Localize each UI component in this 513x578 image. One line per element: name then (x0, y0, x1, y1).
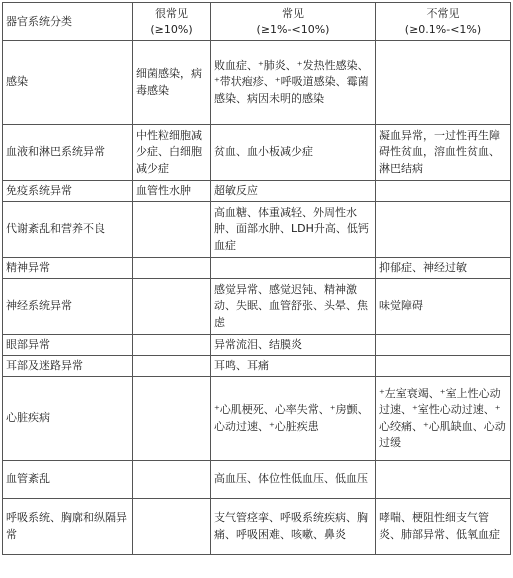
table-row (3, 335, 511, 356)
common-cell: 支气管痉挛、呼吸系统疾病、胸痛、呼吸困难、咳嗽、鼻炎 (211, 499, 376, 555)
uncommon-cell (376, 41, 511, 125)
organ-class-cell: 神经系统异常 (3, 279, 133, 335)
uncommon-cell: ⁺左室衰竭、⁺室上性心动过速、⁺室性心动过速、⁺心绞痛、⁺心肌缺血、心动过缓 (376, 377, 511, 461)
uncommon-cell (376, 461, 511, 499)
organ-class-cell: 耳部及迷路异常 (3, 356, 133, 377)
uncommon-cell (376, 356, 511, 377)
uncommon-header-label: 不常见 (426, 6, 460, 20)
very-common-header-label: 很常见 (155, 6, 188, 20)
organ-class-cell: 精神异常 (3, 258, 133, 279)
organ-class-cell: 血液和淋巴系统异常 (3, 125, 133, 181)
uncommon-cell: 哮喘、梗阻性细支气管炎、肺部异常、低氧血症 (376, 499, 511, 555)
very-common-cell (133, 377, 211, 461)
organ-class-cell: 呼吸系统、胸廓和纵隔异常 (3, 499, 133, 555)
uncommon-cell (376, 181, 511, 202)
table-row (3, 279, 511, 335)
common-cell: 贫血、血小板减少症 (211, 125, 376, 181)
header-row (3, 3, 511, 41)
common-cell: 感觉异常、感觉迟钝、精神激动、失眠、血管舒张、头晕、焦虑 (211, 279, 376, 335)
common-cell (211, 258, 376, 279)
very-common-header (133, 3, 211, 41)
table-row (3, 41, 511, 125)
common-header-frequency: (≥1%-<10%) (256, 22, 330, 36)
uncommon-cell: 味觉障碍 (376, 279, 511, 335)
organ-class-cell: 血管紊乱 (3, 461, 133, 499)
uncommon-header-frequency: (≥0.1%-<1%) (404, 22, 482, 36)
organ-class-cell: 感染 (3, 41, 133, 125)
common-cell: 败血症、⁺肺炎、⁺发热性感染、⁺带状疱疹、⁺呼吸道感染、霉菌感染、病因未明的感染 (211, 41, 376, 125)
common-cell: 高血压、体位性低血压、低血压 (211, 461, 376, 499)
common-header-label: 常见 (282, 6, 304, 20)
organ-class-cell: 免疫系统异常 (3, 181, 133, 202)
table-row (3, 461, 511, 499)
uncommon-cell: 凝血异常，一过性再生障碍性贫血，溶血性贫血、淋巴结病 (376, 125, 511, 181)
table-row (3, 377, 511, 461)
table-row (3, 258, 511, 279)
very-common-cell (133, 356, 211, 377)
common-cell: 异常流泪、结膜炎 (211, 335, 376, 356)
organ-class-cell: 代谢紊乱和营养不良 (3, 202, 133, 258)
adverse-reaction-table (2, 2, 511, 555)
uncommon-header (376, 3, 511, 41)
common-cell: 高血糖、体重减轻、外周性水肿、面部水肿、LDH升高、低钙血症 (211, 202, 376, 258)
very-common-cell (133, 461, 211, 499)
table-row (3, 356, 511, 377)
common-cell: 超敏反应 (211, 181, 376, 202)
uncommon-cell: 抑郁症、神经过敏 (376, 258, 511, 279)
common-header (211, 3, 376, 41)
table-row (3, 181, 511, 202)
organ-class-cell: 心脏疾病 (3, 377, 133, 461)
very-common-cell (133, 499, 211, 555)
table-row (3, 202, 511, 258)
uncommon-cell (376, 202, 511, 258)
very-common-cell: 血管性水肿 (133, 181, 211, 202)
common-cell: 耳鸣、耳痛 (211, 356, 376, 377)
organ-class-header (3, 3, 133, 41)
organ-class-cell: 眼部异常 (3, 335, 133, 356)
very-common-cell: 细菌感染，病毒感染 (133, 41, 211, 125)
table-row (3, 499, 511, 555)
very-common-cell (133, 258, 211, 279)
table-row (3, 125, 511, 181)
very-common-cell (133, 202, 211, 258)
very-common-cell (133, 279, 211, 335)
uncommon-cell (376, 335, 511, 356)
common-cell: ⁺心肌梗死、心率失常、⁺房颤、心动过速、⁺心脏疾患 (211, 377, 376, 461)
very-common-cell (133, 335, 211, 356)
organ-class-header-label: 器官系统分类 (6, 14, 72, 28)
very-common-cell: 中性粒细胞减少症、白细胞减少症 (133, 125, 211, 181)
very-common-header-frequency: (≥10%) (150, 22, 193, 36)
